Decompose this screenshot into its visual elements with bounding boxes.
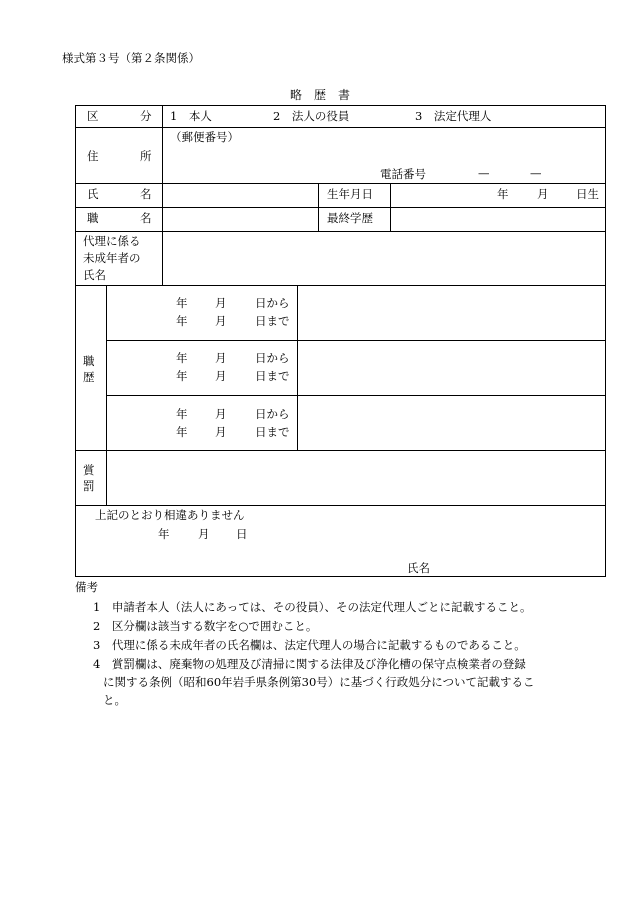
name-label-a: 氏	[87, 187, 99, 201]
label-column-divider	[162, 105, 163, 285]
note-4-line3: と。	[103, 693, 126, 707]
form-title: 略 歴 書	[290, 88, 351, 102]
minor-label-line3: 氏名	[83, 268, 106, 282]
birthdate-label: 生年月日	[327, 187, 373, 201]
career3-to-day: 日まで	[255, 425, 290, 439]
career1-to-month: 月	[215, 314, 227, 328]
column-divider	[318, 183, 319, 231]
notes-heading: 備考	[75, 580, 98, 594]
career2-to-month: 月	[215, 369, 227, 383]
career2-from-day: 日から	[255, 351, 290, 365]
birth-month-label: 月	[537, 187, 549, 201]
postal-code-label: （郵便番号）	[170, 130, 239, 144]
note-3: 3 代理に係る未成年者の氏名欄は、法定代理人の場合に記載するものであること。	[93, 638, 526, 652]
job-label-b: 名	[140, 211, 152, 225]
career2-to-day: 日まで	[255, 369, 290, 383]
name-label-b: 名	[140, 187, 152, 201]
career-label-a: 職	[83, 354, 95, 368]
career2-from-year: 年	[176, 351, 188, 365]
career3-from-year: 年	[176, 407, 188, 421]
table-bottom-border	[75, 576, 606, 577]
address-label-a: 住	[87, 149, 99, 163]
career2-to-year: 年	[176, 369, 188, 383]
row-divider	[75, 450, 606, 451]
career3-from-month: 月	[215, 407, 227, 421]
career-divider	[106, 340, 606, 341]
row-divider	[75, 207, 606, 208]
penalty-label-a: 賞	[83, 463, 95, 477]
career3-from-day: 日から	[255, 407, 290, 421]
kubun-option-3[interactable]: 3 法定代理人	[415, 109, 492, 123]
address-label-b: 所	[140, 149, 152, 163]
row-divider	[75, 127, 606, 128]
career1-from-day: 日から	[255, 296, 290, 310]
job-label-a: 職	[87, 211, 99, 225]
row-divider	[75, 231, 606, 232]
note-4-line1: 4 賞罰欄は、廃棄物の処理及び清掃に関する法律及び浄化槽の保守点検業者の登録	[93, 657, 526, 671]
table-right-border	[605, 105, 606, 577]
declaration-day: 日	[236, 527, 248, 541]
table-left-border	[75, 105, 76, 577]
minor-label-line2: 未成年者の	[83, 251, 141, 265]
career3-to-year: 年	[176, 425, 188, 439]
declaration-month: 月	[198, 527, 210, 541]
career-label-b: 歴	[83, 370, 95, 384]
form-number: 様式第３号（第２条関係）	[62, 51, 200, 65]
phone-dash-2: —	[530, 166, 542, 180]
education-label: 最終学歴	[327, 211, 373, 225]
signature-name-label: 氏名	[407, 561, 430, 575]
declaration-text: 上記のとおり相違ありません	[95, 508, 245, 522]
row-divider	[75, 183, 606, 184]
birth-year-label: 年	[497, 187, 509, 201]
career1-to-year: 年	[176, 314, 188, 328]
kubun-label-b: 分	[140, 109, 152, 123]
kubun-label-a: 区	[87, 109, 99, 123]
career1-to-day: 日まで	[255, 314, 290, 328]
note-2: 2 区分欄は該当する数字を○で囲むこと。	[93, 619, 318, 633]
phone-dash-1: —	[478, 166, 490, 180]
penalty-label-b: 罰	[83, 479, 95, 493]
career2-from-month: 月	[215, 351, 227, 365]
kubun-option-1[interactable]: 1 本人	[170, 109, 212, 123]
row-divider	[75, 505, 606, 506]
kubun-option-2[interactable]: 2 法人の役員	[273, 109, 350, 123]
career1-from-year: 年	[176, 296, 188, 310]
note-4-line2: に関する条例（昭和60年岩手県条例第30号）に基づく行政処分について記載するこ	[103, 675, 535, 689]
note-1: 1 申請者本人（法人にあっては、その役員）、その法定代理人ごとに記載すること。	[93, 600, 532, 614]
career-divider	[106, 395, 606, 396]
phone-label: 電話番号	[380, 167, 426, 181]
declaration-year: 年	[158, 527, 170, 541]
minor-label-line1: 代理に係る	[83, 234, 141, 248]
row-divider	[75, 285, 606, 286]
career-period-divider	[297, 285, 298, 450]
table-top-border	[75, 105, 606, 106]
career1-from-month: 月	[215, 296, 227, 310]
birth-day-label: 日生	[576, 187, 599, 201]
career-label-divider	[106, 285, 107, 505]
career3-to-month: 月	[215, 425, 227, 439]
column-divider	[390, 183, 391, 231]
